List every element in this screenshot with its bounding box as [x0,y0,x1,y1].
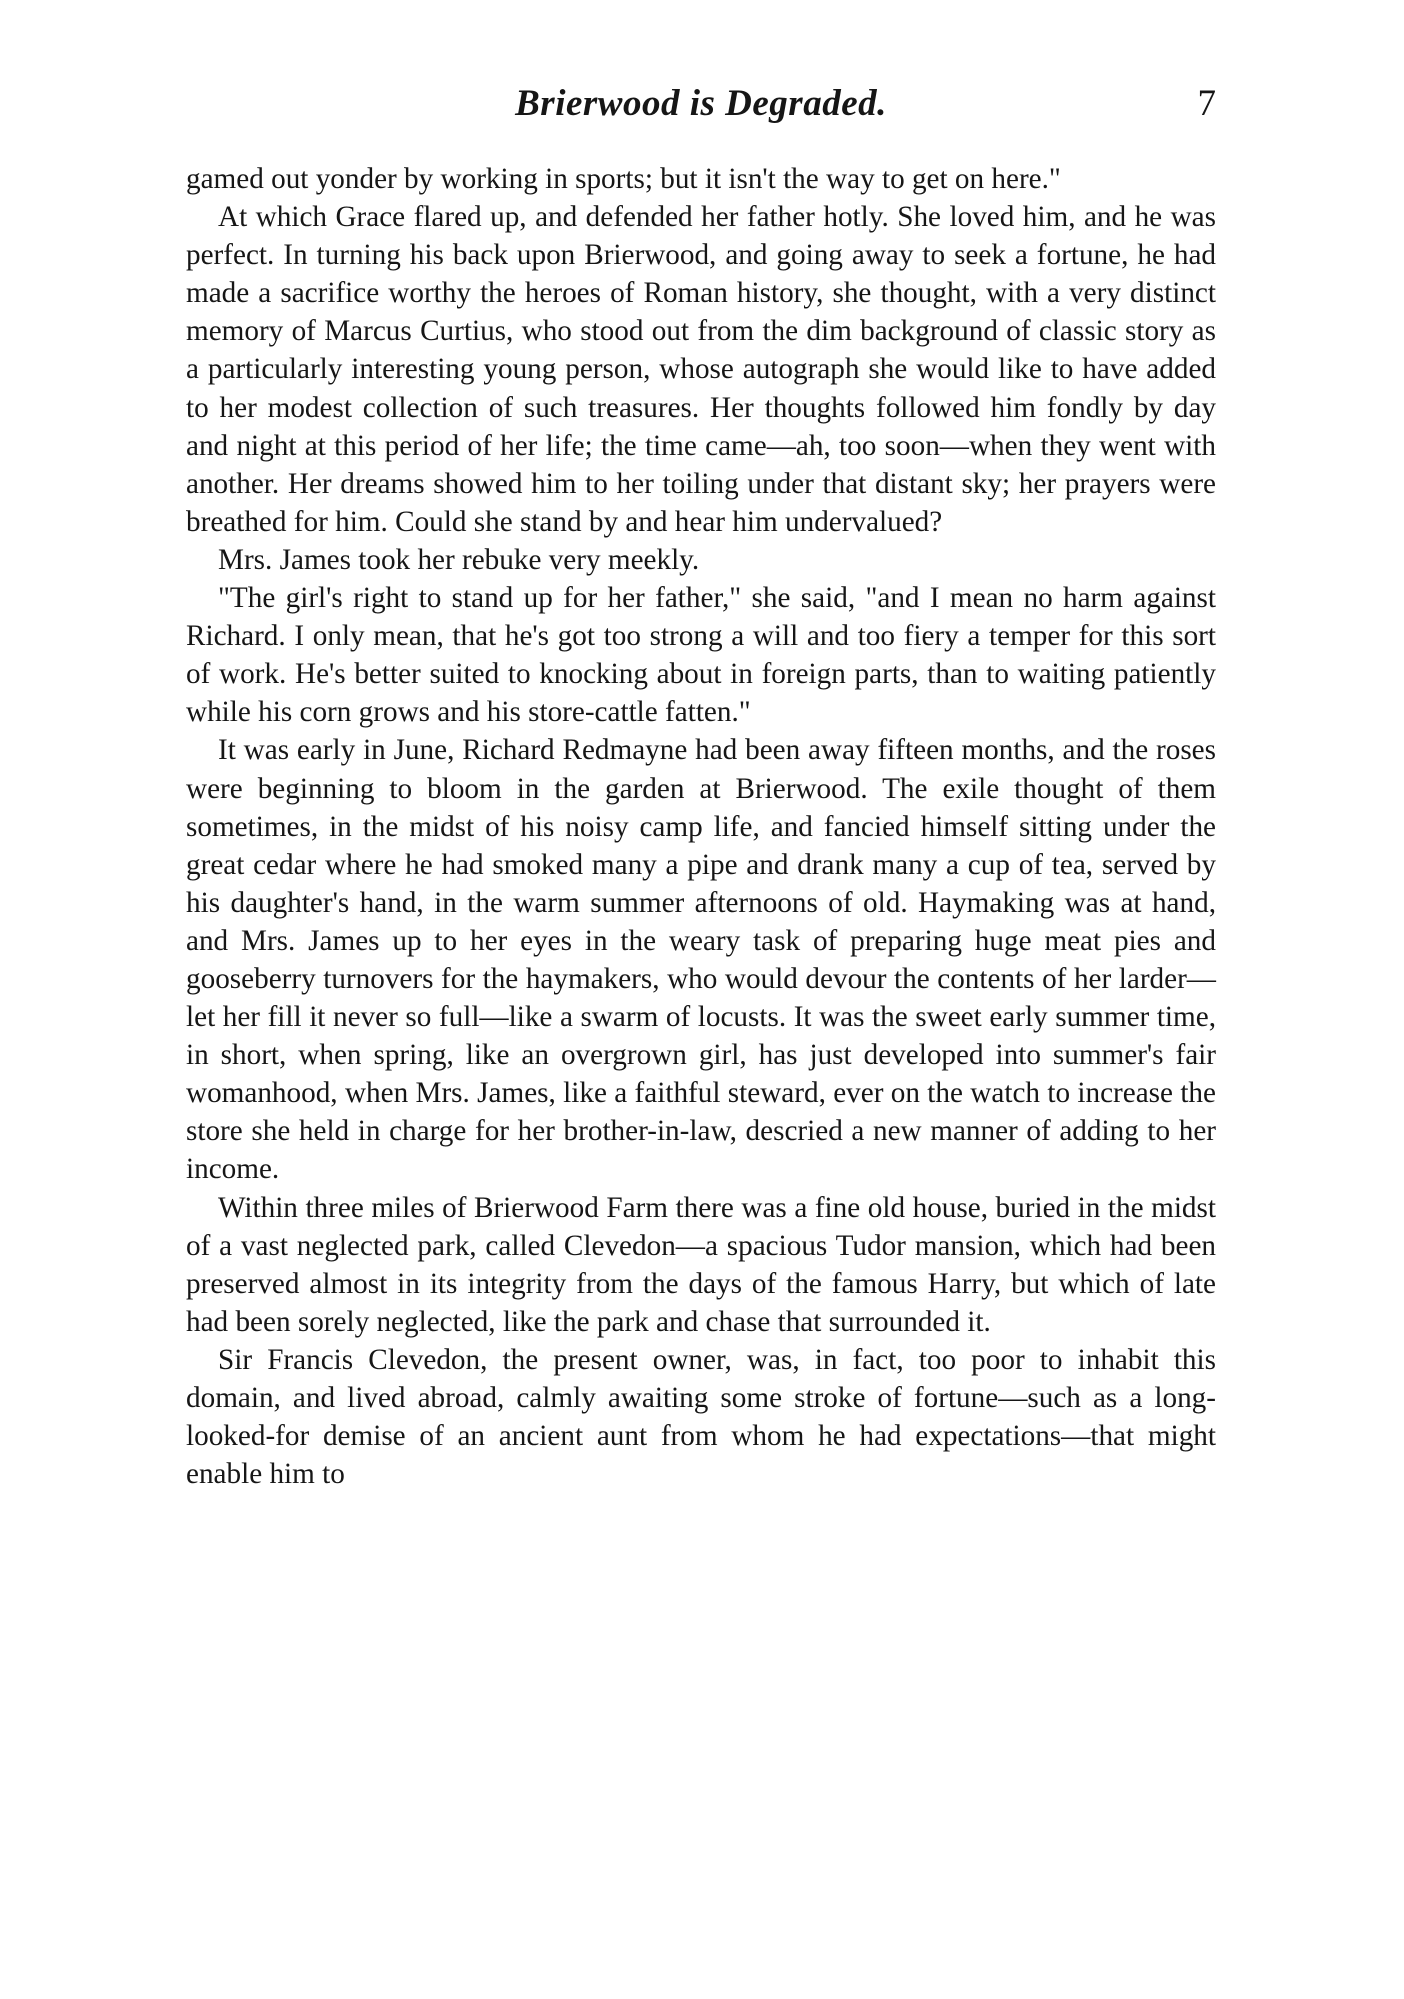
body-text [186,160,1216,1493]
paragraph-grace-defends-father: At which Grace flared up, and defended her father hotly. She loved him, and he was perfect. In turning his back upon Brierwood, and going away to seek a fortune, he had made a sacrifice worthy the heroes of Roman history, she thought, with a very distinct memory of Marcus Curtius, who stood out from the dim background of classic story as a particularly interesting young person, whose autograph she would like to have added to her modest collection of such treasures. Her thoughts followed him fondly by day and night at this period of her life; the time came—ah, too soon—when they went with another. Her dreams showed him to her toiling under that distant sky; her prayers were breathed for him. Could she stand by and hear him undervalued? [186,201,1216,538]
running-title: Brierwood is Degraded. [515,83,887,124]
running-head [186,82,1216,132]
page-number: 7 [1197,83,1216,124]
paragraph-continued: gamed out yonder by working in sports; but it isn't the way to get on here." [186,163,1061,195]
paragraph-mrs-james-rebuke: Mrs. James took her rebuke very meekly. [218,543,700,576]
paragraph-early-june: It was early in June, Richard Redmayne had been away fifteen months, and the roses were beginning to bloom in the garden at Brierwood. The exile thought of them sometimes, in the midst of his noisy camp life, and fancied himself sitting under the great cedar where he had smoked many a pipe and drank many a cup of tea, served by his daughter's hand, in the warm summer afternoons of old. Haymaking was at hand, and Mrs. James up to her eyes in the weary task of preparing huge meat pies and gooseberry turnovers for the haymakers, who would devour the contents of her larder—let her fill it never so full—like a swarm of locusts. It was the sweet early summer time, in short, when spring, like an overgrown girl, has just developed into summer's fair womanhood, when Mrs. James, like a faithful steward, ever on the watch to increase the store she held in charge for her brother-in-law, descried a new manner of adding to her income. [186,734,1216,1186]
paragraph-clevedon-house: Within three miles of Brierwood Farm there was a fine old house, buried in the midst of a vast neglected park, called Clevedon—a spacious Tudor mansion, which had been preserved almost in its integrity from the days of the famous Harry, but which of late had been sorely neglected, like the park and chase that surrounded it. [186,1191,1216,1338]
paragraph-sir-francis: Sir Francis Clevedon, the present owner, was, in fact, too poor to inhabit this domain, and lived abroad, calmly awaiting some stroke of fortune—such as a long-looked-for demise of an ancient aunt from whom he had expectations—that might enable him to [186,1343,1216,1491]
paragraph-mrs-james-speech: "The girl's right to stand up for her father," she said, "and I mean no harm against Richard. I only mean, that he's got too strong a will and too fiery a temper for this sort of work. He's better suited to knocking about in foreign parts, than to waiting patiently while his corn grows and his store-cattle fatten." [186,582,1216,729]
